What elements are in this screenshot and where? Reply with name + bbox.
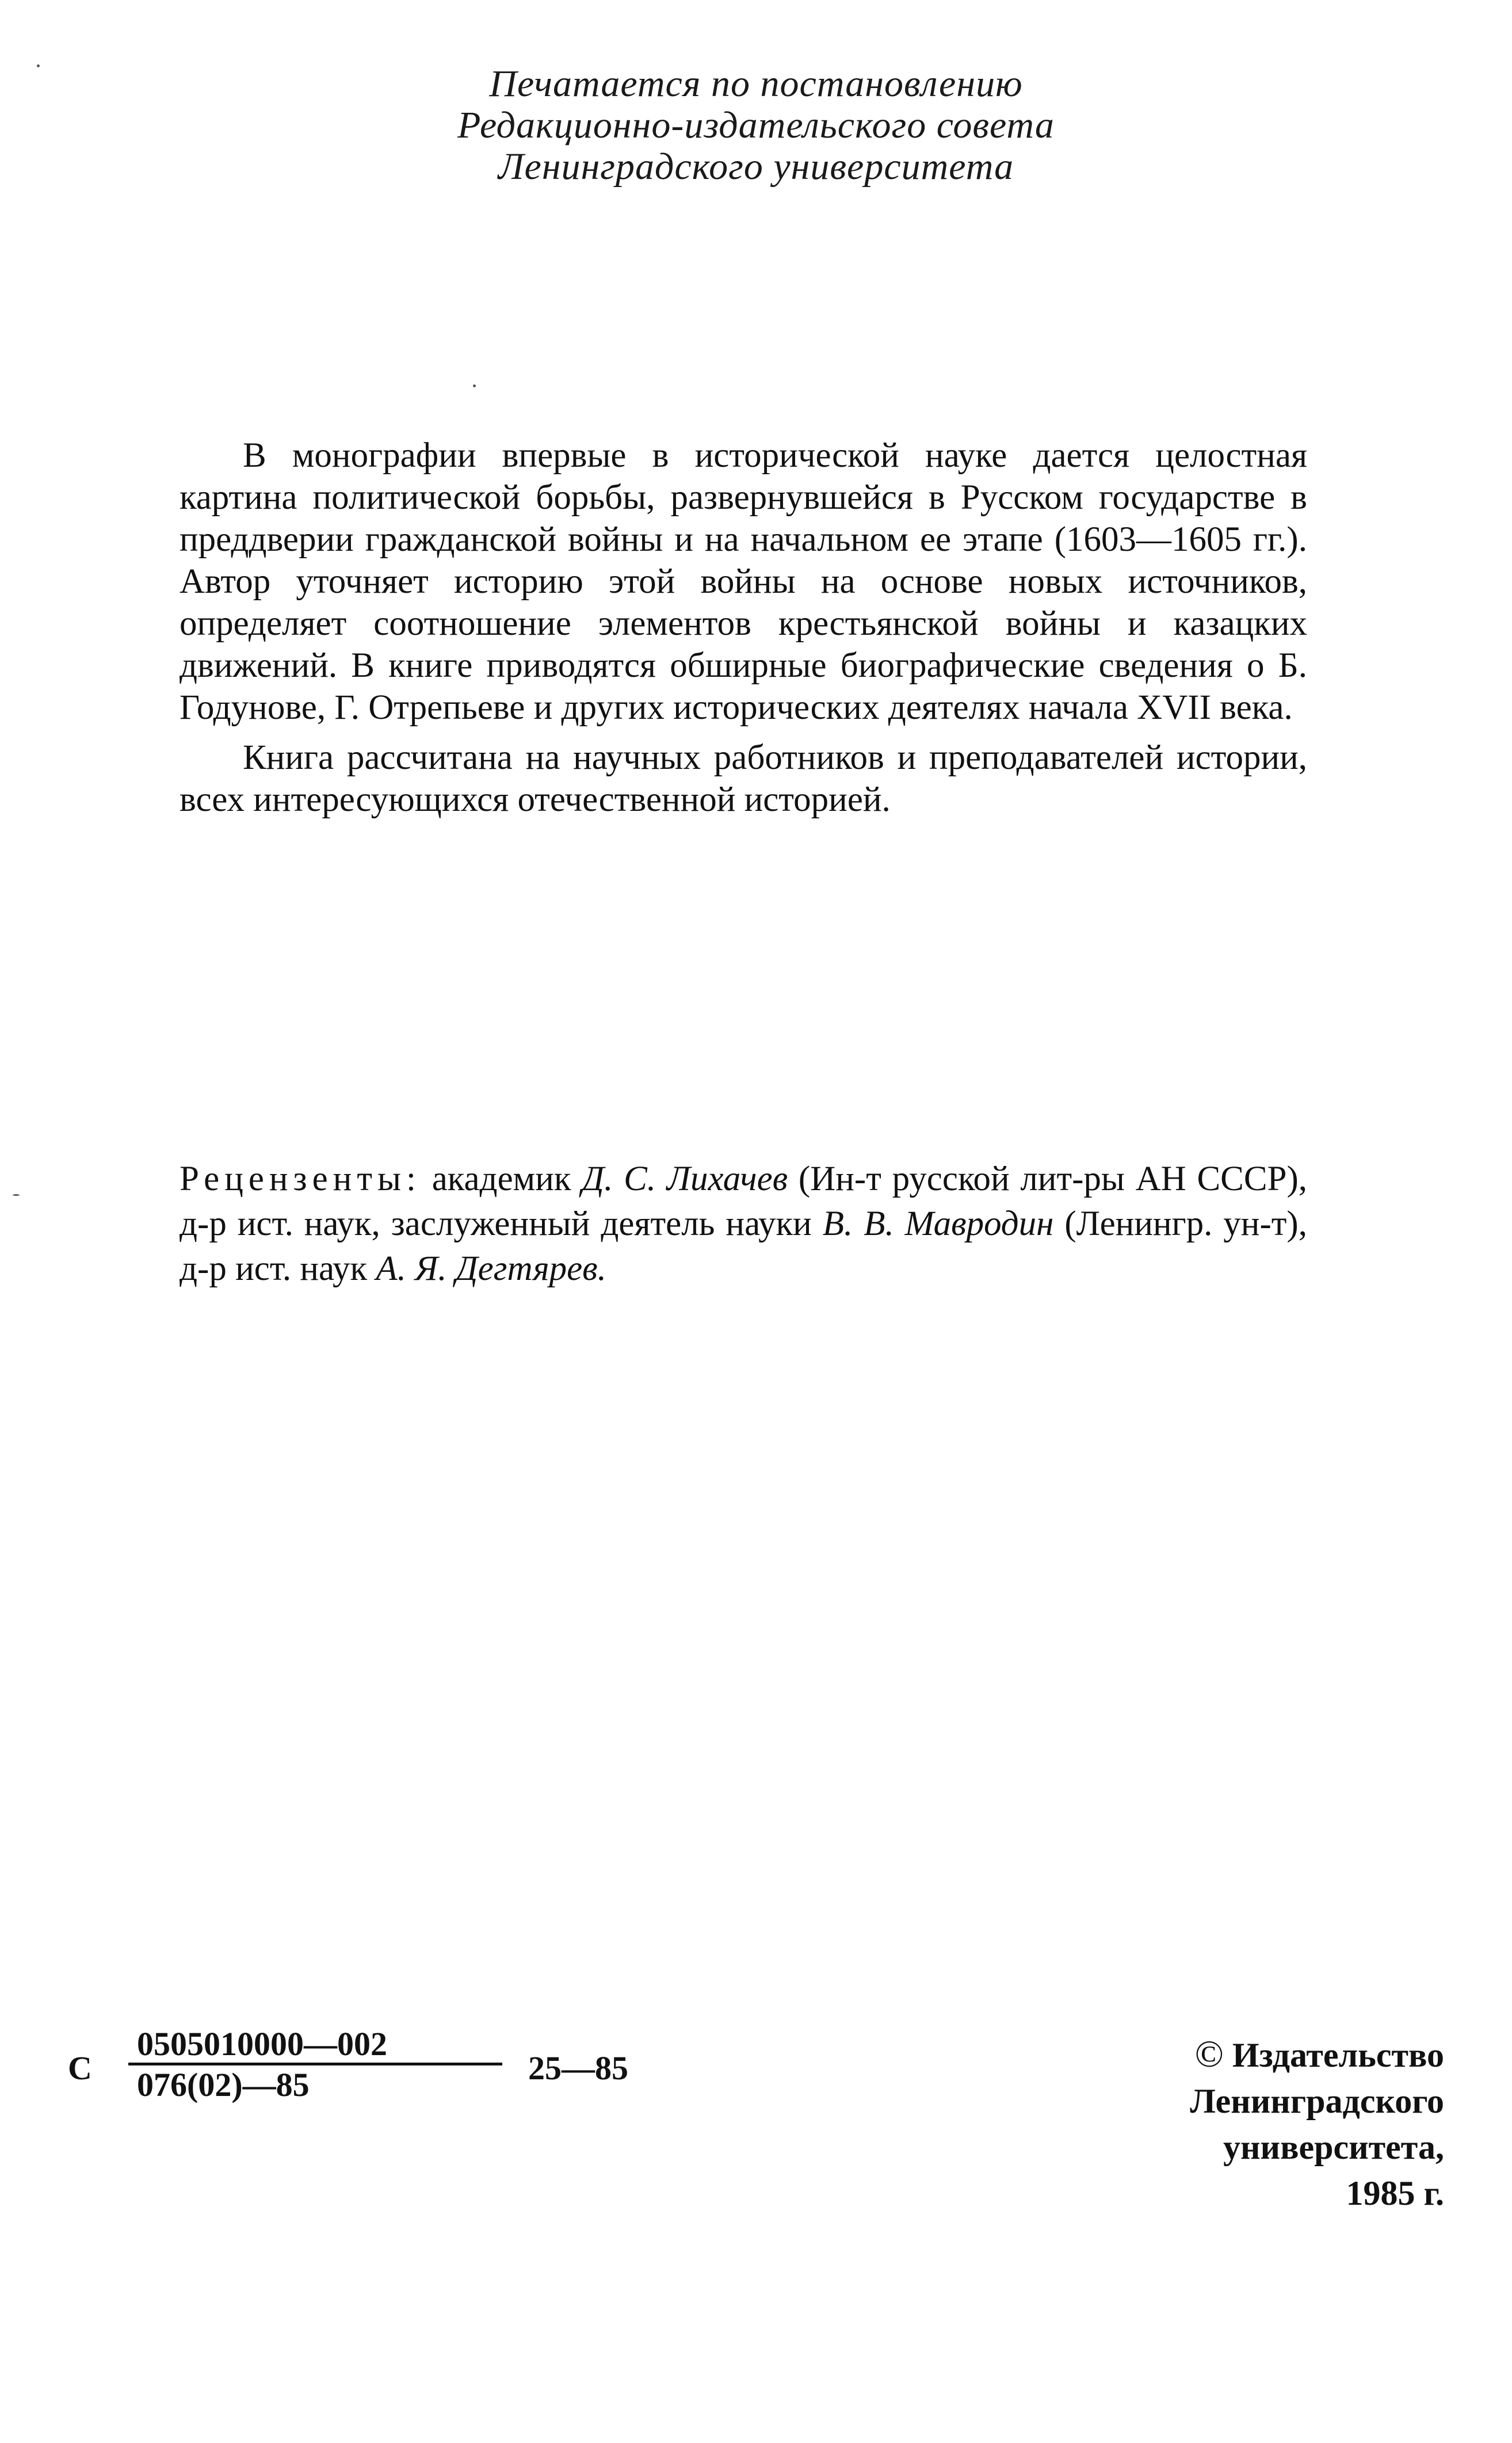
publisher-name: Издательство — [1232, 2036, 1444, 2074]
code-denominator: 076(02)—85 — [137, 2066, 310, 2103]
print-speck — [37, 64, 40, 67]
reviewers-label: Рецензенты: — [180, 1160, 421, 1198]
print-speck — [13, 1194, 20, 1196]
abstract-paragraph: Книга рассчитана на научных работников и преподавателей истории, всех интересующихся отечественной историей. — [180, 738, 1307, 819]
reviewers-text: (Ленингр. ун-т), д-р ист. наук — [180, 1205, 1307, 1288]
reviewers-block — [180, 1157, 1307, 1291]
copyright-line: Ленинградского — [1190, 2082, 1444, 2120]
reviewer-name: Д. С. Лихачев — [582, 1160, 788, 1198]
code-fraction — [128, 2026, 502, 2103]
code-numerator: 0505010000—002 — [137, 2025, 387, 2063]
code-letter: С — [68, 2049, 92, 2087]
imprint-line: Ленинградского университета — [498, 146, 1014, 188]
print-speck — [473, 384, 476, 387]
copyright-line — [926, 2032, 1444, 2078]
copyright-line: университета, — [1223, 2128, 1444, 2166]
abstract-paragraph: В монографии впервые в исторической науке дается целостная картина политической борьбы, развернувшейся в Русском государстве в преддверии гражданской войны и на начальном ее этапе (1603—1605 гг.). Автор уточняет историю этой войны на основе новых источников, определяет соотношение элементов крестьянской войны и казацких движений. В книге приводятся обширные биографические сведения о Б. Годунове, Г. Отрепьеве и других исторических деятелях начала XVII века. — [180, 436, 1307, 727]
code-tail: 25—85 — [528, 2049, 628, 2087]
reviewers-text: академик — [421, 1160, 582, 1198]
reviewers-text: (Ин-т русской лит-ры АН СССР), д-р ист. наук, заслуженный деятель науки — [180, 1160, 1308, 1243]
copyright-year: 1985 г. — [1346, 2174, 1444, 2212]
copyright-block — [926, 2032, 1444, 2216]
imprint-block — [0, 63, 1512, 188]
fraction-bar — [128, 2063, 502, 2065]
catalog-code — [68, 2026, 643, 2118]
abstract — [180, 435, 1307, 821]
imprint-line: Редакционно-издательского совета — [457, 104, 1055, 146]
reviewer-name: В. В. Мавродин — [822, 1205, 1054, 1243]
copyright-icon: © — [1194, 2033, 1224, 2075]
reviewer-name: А. Я. Дегтярев. — [376, 1249, 606, 1288]
imprint-line: Печатается по постановлению — [489, 63, 1023, 105]
